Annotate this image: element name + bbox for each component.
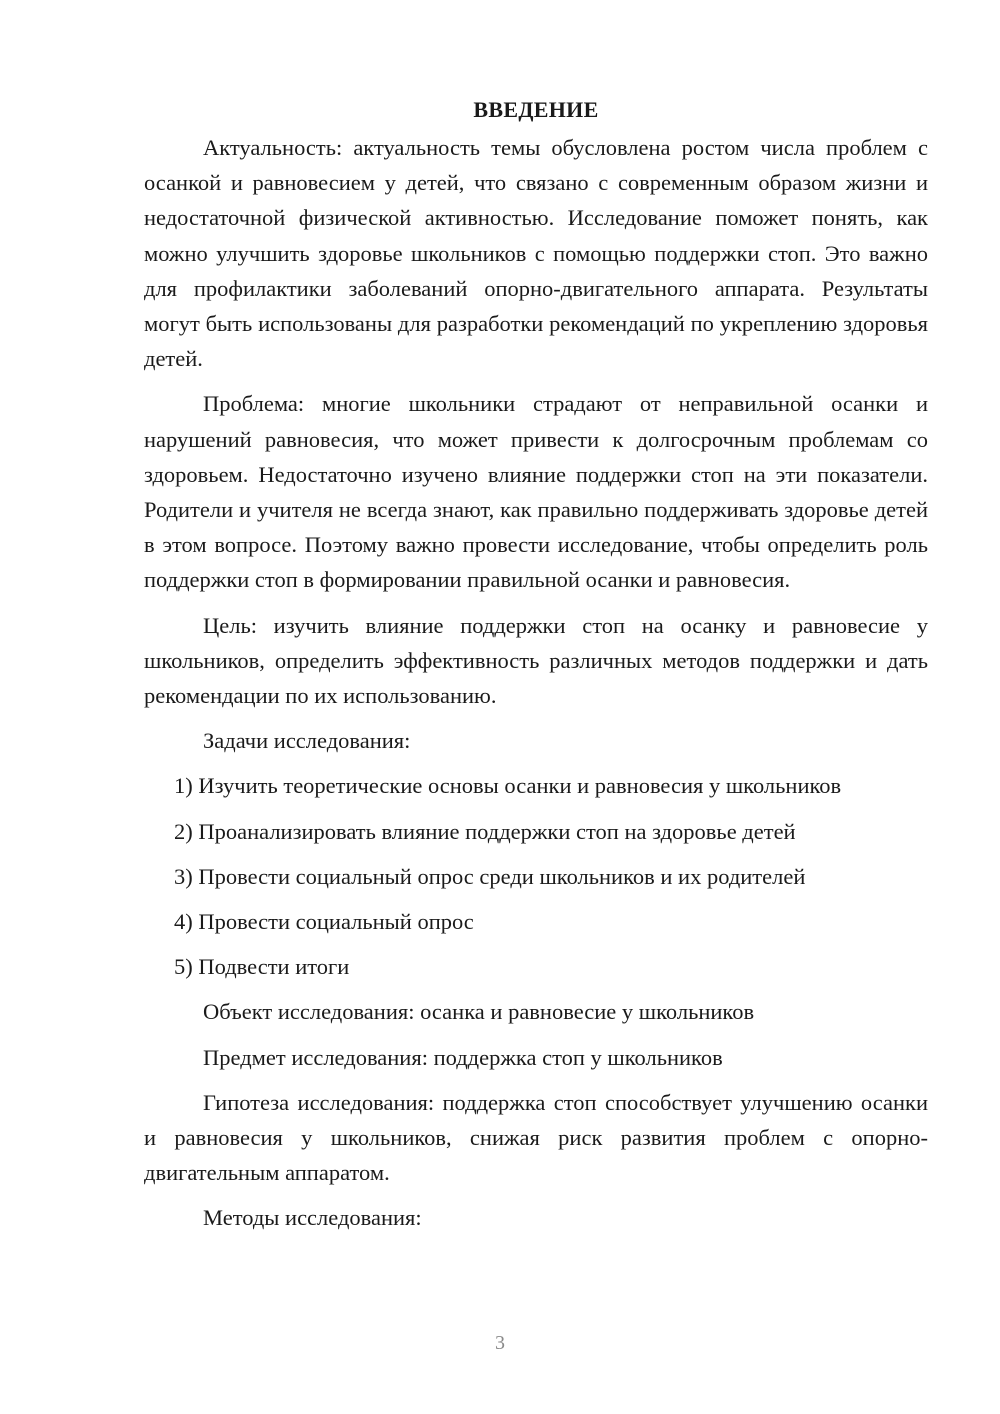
hypothesis-paragraph: Гипотеза исследования: поддержка стоп способствует улучшению осанки и равновесия у школьников, снижая риск развития проблем с опорно-двигательным аппаратом. <box>144 1089 928 1186</box>
page-number: 3 <box>495 1332 505 1354</box>
relevance-paragraph: Актуальность: актуальность темы обусловлена ростом числа проблем с осанкой и равновесием у детей, что связано с современным образом жизни и недостаточной физической активностью. Исследование поможет понять, как можно улучшить здоровье школьников с помощью поддержки стоп. Это важно для профилактики заболеваний опорно-двигательного аппарата. Результаты могут быть использованы для разработки рекомендаций по укреплению здоровья детей. <box>144 135 928 372</box>
page-title: ВВЕДЕНИЕ <box>473 97 599 122</box>
goal-paragraph: Цель: изучить влияние поддержки стоп на осанку и равновесие у школьников, определить эффективность различных методов поддержки и дать рекомендации по их использованию. <box>144 612 928 709</box>
task-item: 4) Провести социальный опрос <box>174 909 474 935</box>
problem-paragraph: Проблема: многие школьники страдают от неправильной осанки и нарушений равновесия, что может привести к долгосрочным проблемам со здоровьем. Недостаточно изучено влияние поддержки стоп на эти показатели. Родители и учителя не всегда знают, как правильно поддерживать здоровье детей в этом вопросе. Поэтому важно провести исследование, чтобы определить роль поддержки стоп в формировании правильной осанки и равновесия. <box>144 391 928 593</box>
task-item: 2) Проанализировать влияние поддержки стоп на здоровье детей <box>174 818 796 844</box>
page-content <box>144 92 928 1246</box>
subject-paragraph: Предмет исследования: поддержка стоп у школьников <box>203 1044 723 1070</box>
object-paragraph: Объект исследования: осанка и равновесие у школьников <box>203 999 755 1025</box>
task-item: 1) Изучить теоретические основы осанки и равновесия у школьников <box>174 773 842 799</box>
task-item: 5) Подвести итоги <box>174 954 350 980</box>
tasks-list <box>144 768 928 984</box>
methods-heading: Методы исследования: <box>203 1205 422 1231</box>
tasks-heading: Задачи исследования: <box>203 728 411 754</box>
task-item: 3) Провести социальный опрос среди школьников и их родителей <box>174 863 806 889</box>
